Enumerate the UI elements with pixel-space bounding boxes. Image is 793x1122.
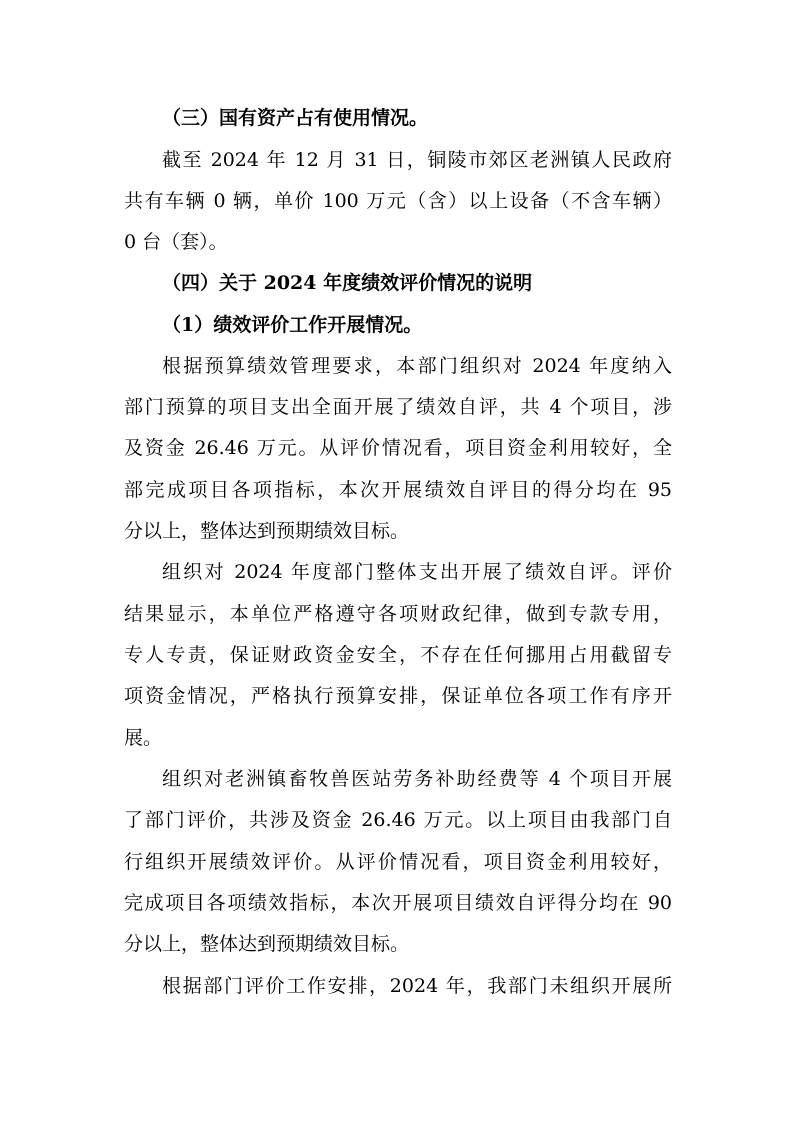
paragraph-line: 部门预算的项目支出全面开展了绩效自评，共 4 个项目，涉 xyxy=(124,396,672,418)
subsection-heading: （1）绩效评价工作开展情况。 xyxy=(162,314,423,336)
paragraph-line: 结果显示，本单位严格遵守各项财政纪律，做到专款专用， xyxy=(124,603,672,625)
paragraph-line: 分以上，整体达到预期绩效目标。 xyxy=(124,933,410,955)
section-heading-assets: （三）国有资产占有使用情况。 xyxy=(162,107,429,129)
paragraph-line: 共有车辆 0 辆，单价 100 万元（含）以上设备（不含车辆） xyxy=(124,190,672,212)
paragraph-line: 分以上，整体达到预期绩效目标。 xyxy=(124,520,410,542)
paragraph-line: 行组织开展绩效评价。从评价情况看，项目资金利用较好， xyxy=(124,851,672,873)
paragraph-line: 展。 xyxy=(124,727,163,749)
paragraph-line: 项资金情况，严格执行预算安排，保证单位各项工作有序开 xyxy=(124,685,672,707)
section-heading-performance: （四）关于 2024 年度绩效评价情况的说明 xyxy=(162,272,533,294)
paragraph-line: 组织对老洲镇畜牧兽医站劳务补助经费等 4 个项目开展 xyxy=(162,768,672,790)
paragraph-line: 组织对 2024 年度部门整体支出开展了绩效自评。评价 xyxy=(162,561,672,583)
paragraph-line: 截至 2024 年 12 月 31 日，铜陵市郊区老洲镇人民政府 xyxy=(162,149,672,171)
paragraph-line: 根据部门评价工作安排，2024 年，我部门未组织开展所 xyxy=(162,975,672,997)
paragraph-line: 完成项目各项绩效指标，本次开展项目绩效自评得分均在 90 xyxy=(124,892,672,914)
paragraph-line: 了部门评价，共涉及资金 26.46 万元。以上项目由我部门自 xyxy=(124,809,672,831)
paragraph-line: 根据预算绩效管理要求，本部门组织对 2024 年度纳入 xyxy=(162,355,672,377)
paragraph-line: 及资金 26.46 万元。从评价情况看，项目资金利用较好，全 xyxy=(124,437,672,459)
paragraph-line: 部完成项目各项指标，本次开展绩效自评目的得分均在 95 xyxy=(124,479,672,501)
paragraph-line: 专人专责，保证财政资金安全，不存在任何挪用占用截留专 xyxy=(124,644,672,666)
paragraph-line: 0 台（套）。 xyxy=(124,231,228,253)
